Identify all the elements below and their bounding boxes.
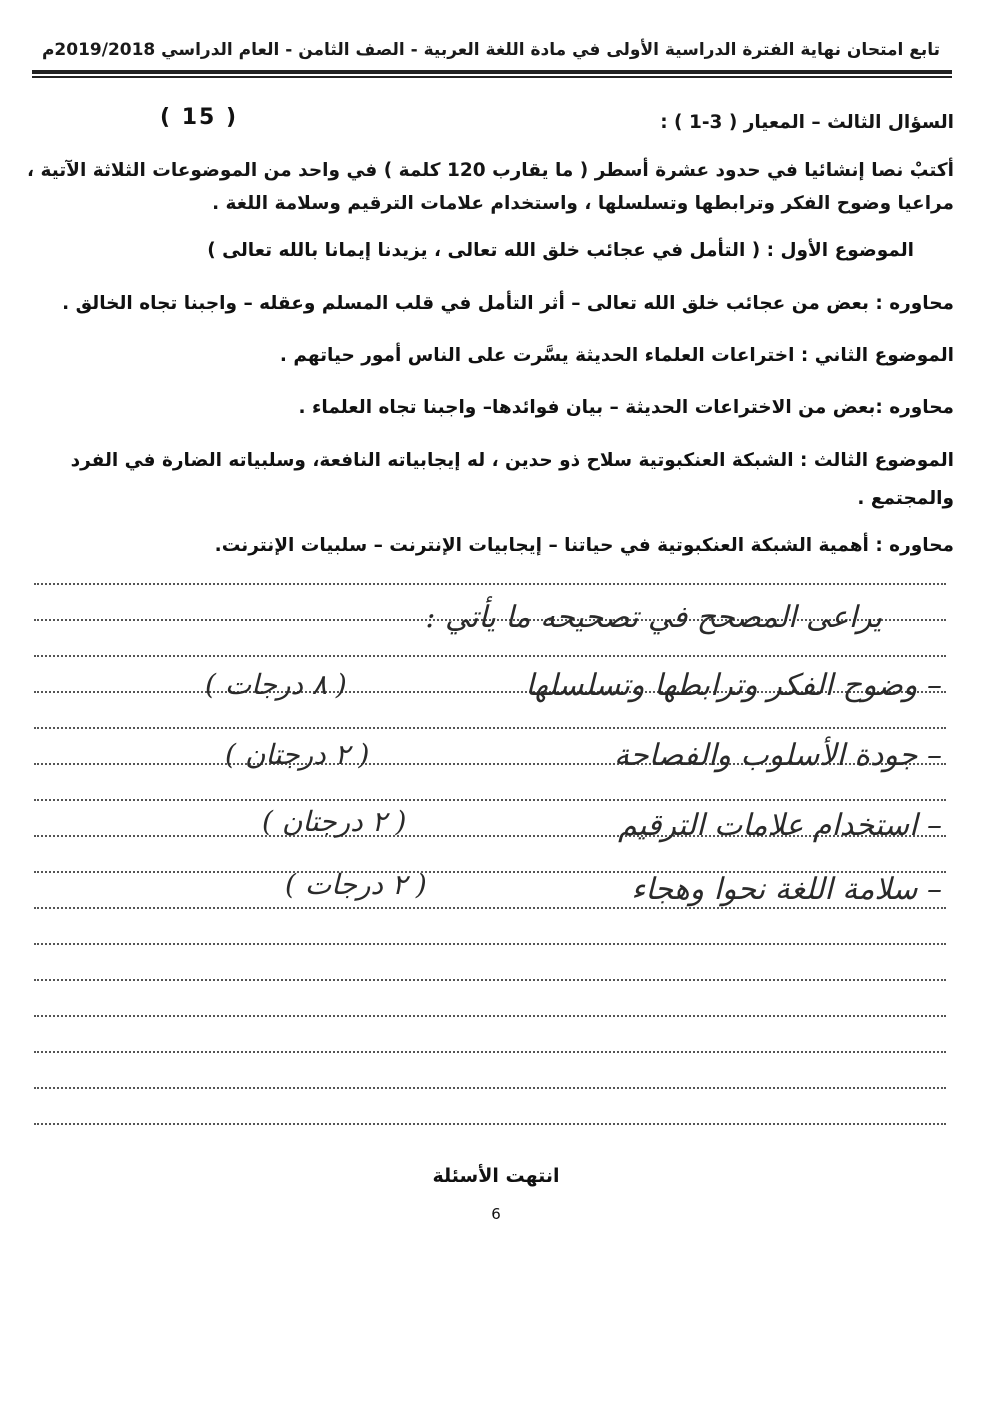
question-label: السؤال الثالث – المعيار ( 3-1 ) : [660, 112, 954, 133]
topic-1-axes: محاوره : بعض من عجائب خلق الله تعالى – أثر التأمل في قلب المسلم وعقله – واجبنا تجاه الخالق . [62, 293, 954, 314]
handwritten-intro: يراعى المصحح في تصحيحه ما يأتي : [425, 600, 882, 635]
handwritten-marks-1: ( ٨ درجات ) [205, 668, 347, 701]
handwritten-marks-2: ( ٢ درجتان ) [225, 738, 370, 771]
question-score: ( 15 ) [160, 105, 239, 130]
answer-line[interactable] [34, 1123, 946, 1125]
answer-line[interactable] [34, 979, 946, 981]
header-divider-thick [32, 70, 952, 74]
answer-line[interactable] [34, 907, 946, 909]
answer-line[interactable] [34, 1051, 946, 1053]
topic-2-title: الموضوع الثاني : اختراعات العلماء الحديثة يسَّرت على الناس أمور حياتهم . [279, 345, 954, 366]
answer-line[interactable] [34, 583, 946, 585]
exam-header-title: تابع امتحان نهاية الفترة الدراسية الأولى في مادة اللغة العربية - الصف الثامن - العام الدراسي 2019/2018م [41, 40, 941, 60]
answer-line[interactable] [34, 943, 946, 945]
answer-line[interactable] [34, 727, 946, 729]
answer-line[interactable] [34, 655, 946, 657]
handwritten-criterion-4: – سلامة اللغة نحوا وهجاء [631, 872, 942, 907]
handwritten-criterion-2: – جودة الأسلوب والفصاحة [614, 738, 942, 773]
handwritten-criterion-3: – استخدام علامات الترقيم [618, 808, 942, 843]
handwritten-marks-4: ( ٢ درجات ) [285, 868, 427, 901]
answer-line[interactable] [34, 1015, 946, 1017]
topic-3-title-line-1: الموضوع الثالث : الشبكة العنكبوتية سلاح ذو حدين ، له إيجابياته النافعة، وسلبياته الضارة في الفرد [70, 450, 954, 471]
handwritten-criterion-1: – وضوح الفكر وترابطها وتسلسلها [525, 668, 942, 703]
end-of-questions: انتهت الأسئلة [432, 1165, 560, 1187]
answer-line[interactable] [34, 1087, 946, 1089]
topic-1-title: الموضوع الأول : ( التأمل في عجائب خلق الله تعالى ، يزيدنا إيمانا بالله تعالى ) [207, 240, 914, 261]
instruction-line-1: أكتبْ نصا إنشائيا في حدود عشرة أسطر ( ما يقارب 120 كلمة ) في واحد من الموضوعات الثلاثة الآتية ، [27, 160, 954, 181]
handwritten-marks-3: ( ٢ درجتان ) [262, 805, 407, 838]
page-number: 6 [491, 1205, 501, 1223]
topic-3-title-line-2: والمجتمع . [857, 488, 954, 509]
header-divider-thin [32, 76, 952, 78]
instruction-line-2: مراعيا وضوح الفكر وترابطها وتسلسلها ، واستخدام علامات الترقيم وسلامة اللغة . [212, 193, 954, 214]
topic-3-axes: محاوره : أهمية الشبكة العنكبوتية في حياتنا – إيجابيات الإنترنت – سلبيات الإنترنت. [214, 535, 954, 556]
topic-2-axes: محاوره :بعض من الاختراعات الحديثة – بيان فوائدها– واجبنا تجاه العلماء . [298, 397, 954, 418]
answer-line[interactable] [34, 799, 946, 801]
